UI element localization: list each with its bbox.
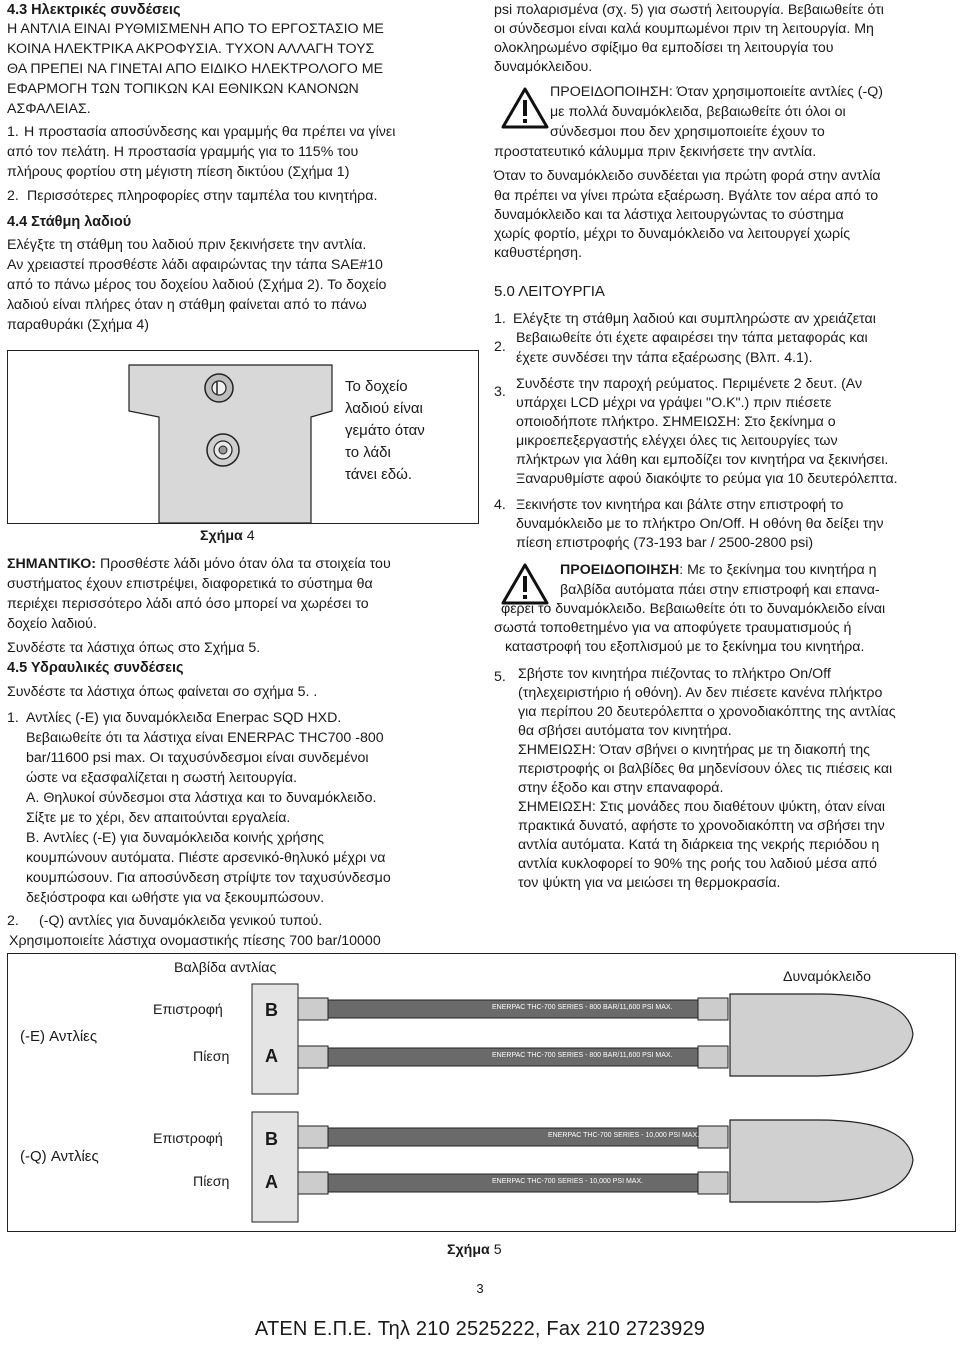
h-item-1-line-4: ώστε να εξασφαλίζεται η σωστή λειτουργία. xyxy=(26,770,298,786)
item-2-number: 2. xyxy=(7,188,19,204)
caps-line-5: ΑΣΦΑΛΕΙΑΣ. xyxy=(7,101,91,117)
op-2-line-1: Βεβαιωθείτε ότι έχετε αφαιρέσει την τάπα μεταφοράς και xyxy=(516,330,868,346)
cont-line-3: ολοκληρωμένο σφίξιμο θα εμποδίσει τη λειτουργία του xyxy=(494,40,834,56)
fig4-caption-word: Σχήμα xyxy=(200,528,243,544)
port-a-e: A xyxy=(265,1046,278,1066)
fig4-note-1: Το δοχείο xyxy=(345,378,408,395)
warn1-line-1: ΠΡΟΕΙΔΟΠΟΙΗΣΗ: Όταν χρησιμοποιείτε αντλίες (-Q) xyxy=(550,84,883,100)
section-4-5-title: 4.5 Υδραυλικές συνδέσεις xyxy=(7,660,184,676)
warn2-line-1 xyxy=(560,560,877,581)
h-item-1-line-7: B. Αντλίες (-E) για δυναμόκλειδα κοινής χρήσης xyxy=(26,830,324,846)
section-4-5-intro: Συνδέστε τα λάστιχα όπως φαίνεται σο σχήμα 5. . xyxy=(7,684,318,700)
warning-triangle-icon xyxy=(500,86,550,130)
op-5-line-6: περιστροφής οι βαλβίδες θα μηδενίσουν όλες τις πιέσεις και xyxy=(518,761,893,777)
op-5-line-11: αντλία κυκλοφορεί το 90% της ροής του λαδιού μέσα από xyxy=(518,856,878,872)
op-3-line-4: μικροεπεξεργαστής ελέγχει όλες τις λειτουργίες των xyxy=(516,433,838,449)
op-3-line-1: Συνδέστε την παροχή ρεύματος. Περιμένετε 2 δευτ. (Αν xyxy=(516,376,863,392)
op-2-line-2: έχετε συνδέσει την τάπα εξαέρωσης (Βλπ. 4.1). xyxy=(516,350,813,366)
return-label-e: Επιστροφή xyxy=(153,1002,223,1018)
important-line-1 xyxy=(7,554,391,575)
figure-4-caption xyxy=(200,526,255,547)
valve-label: Βαλβίδα αντλίας xyxy=(174,960,277,976)
h-item-1-number: 1. xyxy=(7,710,19,726)
warn2-line-2: βαλβίδα αυτόματα πάει στην επιστροφή και επανα- xyxy=(560,582,880,598)
hose-q-top-label: ENERPAC THC-700 SERIES - 10,000 PSI MAX. xyxy=(548,1132,700,1139)
oil-line-4: λαδιού είναι πλήρες όταν η στάθμη φαίνεται από το πάνω xyxy=(7,297,367,313)
important-text-1: Προσθέστε λάδι μόνο όταν όλα τα στοιχεία του xyxy=(96,556,391,572)
h-item-1-line-1: Αντλίες (-E) για δυναμόκλειδα Enerpac SQD HXD. xyxy=(26,710,342,726)
op-4-line-3: πίεση επιστροφής (73-193 bar / 2500-2800 psi) xyxy=(516,535,814,551)
item-1-line-1: Η προστασία αποσύνδεσης και γραμμής θα πρέπει να γίνει xyxy=(24,124,396,140)
section-4-4-title: 4.4 Στάθμη λαδιού xyxy=(7,214,132,230)
h-item-2-line-2: Χρησιμοποιείτε λάστιχα ονομαστικής πίεσης 700 bar/10000 xyxy=(9,933,381,949)
port-b-e: B xyxy=(265,1000,278,1020)
op-3-line-5: πλήκτρων για λάθη και εμποδίζει τον κινητήρα να ξεκινήσει. xyxy=(516,452,889,468)
pressure-label-e: Πίεση xyxy=(193,1049,230,1065)
oil-line-1: Ελέγξτε τη στάθμη του λαδιού πριν ξεκινήσετε την αντλία. xyxy=(7,237,367,253)
caps-line-3: ΘΑ ΠΡΕΠΕΙ ΝΑ ΓΙΝΕΤΑΙ ΑΠΟ ΕΙΔΙΚΟ ΗΛΕΚΤΡΟΛΟΓΟ ΜΕ xyxy=(7,61,384,77)
op-3-number: 3. xyxy=(494,384,506,400)
pressure-label-q: Πίεση xyxy=(193,1174,230,1190)
op-5-line-2: (τηλεχειριστήριο ή οθόνη). Αν δεν πιέσετε κανένα πλήκτρο xyxy=(518,685,883,701)
h-item-2-text: (-Q) αντλίες για δυναμόκλειδα γενικού τυπού. xyxy=(39,913,323,929)
op-5-line-1: Σβήστε τον κινητήρα πιέζοντας το πλήκτρο On/Off xyxy=(518,666,831,682)
op-4-line-2: δυναμόκλειδο με το πλήκτρο On/Off. Η οθόνη θα δείξει την xyxy=(516,516,884,532)
important-label: ΣΗΜΑΝΤΙΚΟ: xyxy=(7,556,97,572)
op-3-line-2: υπάρχει LCD μέχρι να γράψει "O.K".) πριν πιέσετε xyxy=(516,395,832,411)
port-a-q: A xyxy=(265,1172,278,1192)
bleed-line-5: καθυστέρηση. xyxy=(494,245,583,261)
wrench-label: Δυναμόκλειδο xyxy=(783,969,872,985)
connect-fig5: Συνδέστε τα λάστιχα όπως στο Σχήμα 5. xyxy=(7,640,261,656)
port-b-q: B xyxy=(265,1129,278,1149)
section-4-3-title: 4.3 Ηλεκτρικές συνδέσεις xyxy=(7,2,181,18)
fig5-caption-word: Σχήμα xyxy=(447,1242,490,1258)
bleed-line-2: θα πρέπει να γίνει πρώτα εξαέρωση. Βγάλτε τον αέρα από το xyxy=(494,188,879,204)
h-item-1-line-3: bar/11600 psi max. Οι ταχυσύνδεσμοι είναι συνδεμένοι xyxy=(26,750,369,766)
row-e-label: (-E) Αντλίες xyxy=(20,1028,98,1045)
item-1-number: 1. xyxy=(7,124,19,140)
hose-q-bottom-label: ENERPAC THC-700 SERIES - 10,000 PSI MAX. xyxy=(492,1178,644,1185)
warn1-line-4: προστατευτικό κάλυμμα πριν ξεκινήσετε την αντλία. xyxy=(494,144,817,160)
fig4-caption-num: 4 xyxy=(246,528,255,544)
op-3-line-3: οποιοδήποτε πλήκτρο. ΣΗΜΕΙΩΣΗ: Στο ξεκίνημα ο xyxy=(516,414,836,430)
op-4-line-1: Ξεκινήστε τον κινητήρα και βάλτε στην επιστροφή το xyxy=(516,497,844,513)
bleed-line-4: χωρίς φορτίο, μέχρι το δυναμόκλειδο να λειτουργεί χωρίς xyxy=(494,226,851,242)
section-5-title: 5.0 ΛΕΙΤΟΥΡΓΙΑ xyxy=(494,283,605,300)
figure-5-frame xyxy=(7,953,956,1232)
footer-contact: ATEN Ε.Π.Ε. Τηλ 210 2525222, Fax 210 2723929 xyxy=(254,1318,706,1340)
op-5-line-8: ΣΗΜΕΙΩΣΗ: Στις μονάδες που διαθέτουν ψύκτη, όταν είναι xyxy=(518,799,886,815)
h-item-1-line-9: κουμπώσουν. Για αποσύνδεση στρίψτε τον ταχυσύνδεσμο xyxy=(26,870,391,886)
important-line-2: συστήματος έχουν επιστρέψει, διαφορετικά το σύστημα θα xyxy=(7,576,373,592)
op-5-line-3: για περίπου 20 δευτερόλεπτα ο χρονοδιακόπτης της αντλίας xyxy=(518,704,896,720)
warn2-text-1: : Με το ξεκίνημα του κινητήρα η xyxy=(679,562,877,578)
op-5-line-7: στην έξοδο και στην επαναφορά. xyxy=(518,780,724,796)
op-2-number: 2. xyxy=(494,339,506,355)
bleed-line-1: Όταν το δυναμόκλειδο συνδέεται για πρώτη φορά στην αντλία xyxy=(494,168,881,184)
cont-line-4: δυναμόκλειδου. xyxy=(494,59,593,75)
op-5-number: 5. xyxy=(494,669,506,685)
fig4-note-3: γεμάτο όταν xyxy=(345,422,425,439)
h-item-1-line-5: A. Θηλυκοί σύνδεσμοι στα λάστιχα και το δυναμόκλειδο. xyxy=(26,790,377,806)
op-1-number: 1. xyxy=(494,311,506,327)
h-item-2-number: 2. xyxy=(7,913,19,929)
oil-line-5: παραθυράκι (Σχήμα 4) xyxy=(7,317,149,333)
row-q-label: (-Q) Αντλίες xyxy=(20,1148,99,1165)
oil-line-3: από το πάνω μέρος του δοχείου λαδιού (Σχήμα 2). Το δοχείο xyxy=(7,277,387,293)
op-3-line-6: Ξαναρυθμίστε αφού διακόψτε το ρεύμα για 10 δευτερόλεπτα. xyxy=(516,471,898,487)
warn2-line-3: φέρει το δυναμόκλειδο. Βεβαιωθείτε ότι το δυναμόκλειδο είναι xyxy=(501,601,886,617)
warn2-label: ΠΡΟΕΙΔΟΠΟΙΗΣΗ xyxy=(560,562,680,578)
op-4-number: 4. xyxy=(494,497,506,513)
cont-line-1: psi πολαρισμένα (σχ. 5) για σωστή λειτουργία. Βεβαιωθείτε ότι xyxy=(494,2,884,18)
cont-line-2: οι σύνδεσμοι είναι καλά κουμπωμένοι πριν τη λειτουργία. Μη xyxy=(494,21,874,37)
figure-5-caption xyxy=(447,1240,502,1261)
item-1-line-3: πλήρους φορτίου στη μέγιστη πίεση δικτύου (Σχήμα 1) xyxy=(7,164,350,180)
bleed-line-3: δυναμόκλειδο και τα λάστιχα λειτουργώντας το σύστημα xyxy=(494,207,844,223)
warn1-line-3: σύνδεσμοι που δεν χρησιμοποιείτε έχουν το xyxy=(550,124,825,140)
page-number: 3 xyxy=(476,1281,484,1296)
important-line-3: περιέχει περισσότερο λάδι από όσο μπορεί να χωρέσει το xyxy=(7,596,369,612)
warn1-line-2: με πολλά δυναμόκλειδα, βεβαιωθείτε ότι όλοι οι xyxy=(550,104,846,120)
h-item-1-line-8: κουμπώνουν αυτόματα. Πιέστε αρσενικό-θηλυκό μέχρι να xyxy=(26,850,386,866)
caps-line-4: ΕΦΑΡΜΟΓΗ ΤΩΝ ΤΟΠΙΚΩΝ ΚΑΙ ΕΘΝΙΚΩΝ ΚΑΝΟΝΩΝ xyxy=(7,81,359,97)
figure-4-frame xyxy=(7,350,479,524)
h-item-1-line-2: Βεβαιωθείτε ότι τα λάστιχα είναι ENERPAC THC700 -800 xyxy=(26,730,384,746)
caps-line-1: Η ΑΝΤΛΙΑ ΕΙΝΑΙ ΡΥΘΜΙΣΜΕΝΗ ΑΠΟ ΤΟ ΕΡΓΟΣΤΑΣΙΟ ΜΕ xyxy=(7,21,384,37)
op-5-line-10: αντλία αυτόματα. Κατά τη διάρκεια της νεκρής περιόδου η xyxy=(518,837,880,853)
fig4-note-4: το λάδι xyxy=(345,444,391,461)
h-item-1-line-6: Σίξτε με το χέρι, δεν απαιτούνται εργαλεία. xyxy=(26,810,291,826)
item-2-text: Περισσότερες πληροφορίες στην ταμπέλα του κινητήρα. xyxy=(27,188,378,204)
warn2-line-5: καταστροφή του εξοπλισμού με το ξεκίνημα του κινητήρα. xyxy=(505,639,865,655)
fig5-caption-num: 5 xyxy=(493,1242,502,1258)
fig4-note-2: λαδιού είναι xyxy=(345,400,423,417)
h-item-1-line-10: δεξιόστροφα και ωθήστε για να ξεκουμπώσουν. xyxy=(26,890,325,906)
important-line-4: δοχείο λαδιού. xyxy=(7,616,97,632)
caps-line-2: ΚΟΙΝΑ ΗΛΕΚΤΡΙΚΑ ΑΚΡΟΦΥΣΙΑ. ΤΥΧΟΝ ΑΛΛΑΓΗ ΤΟΥΣ xyxy=(7,41,375,57)
fig4-note-5: τάνει εδώ. xyxy=(345,466,412,483)
return-label-q: Επιστροφή xyxy=(153,1131,223,1147)
op-5-line-5: ΣΗΜΕΙΩΣΗ: Όταν σβήνει ο κινητήρας με τη διακοπή της xyxy=(518,742,870,758)
item-1-line-2: από τον πελάτη. Η προστασία γραμμής για το 115% του xyxy=(7,144,359,160)
warn2-line-4: σωστά τοποθετημένο για να αποφύγετε τραυματισμούς ή xyxy=(494,620,852,636)
op-5-line-4: θα σβήσει αυτόματα τον κινητήρα. xyxy=(518,723,732,739)
hose-e-top-label: ENERPAC THC-700 SERIES - 800 BAR/11,600 PSI MAX. xyxy=(492,1004,673,1011)
hose-connection-diagram xyxy=(8,954,955,1231)
hose-e-bottom-label: ENERPAC THC-700 SERIES - 800 BAR/11,600 PSI MAX. xyxy=(492,1052,673,1059)
op-1-text: Ελέγξτε τη στάθμη λαδιού και συμπληρώστε αν χρειάζεται xyxy=(513,311,876,327)
oil-line-2: Αν χρειαστεί προσθέστε λάδι αφαιρώντας την τάπα SAE#10 xyxy=(7,257,383,273)
op-5-line-9: πρακτικά δυνατό, αφήστε το χρονοδιακόπτη να σβήσει την xyxy=(518,818,885,834)
op-5-line-12: τον ψύκτη για να μειώσει τη θερμοκρασία. xyxy=(518,875,781,891)
